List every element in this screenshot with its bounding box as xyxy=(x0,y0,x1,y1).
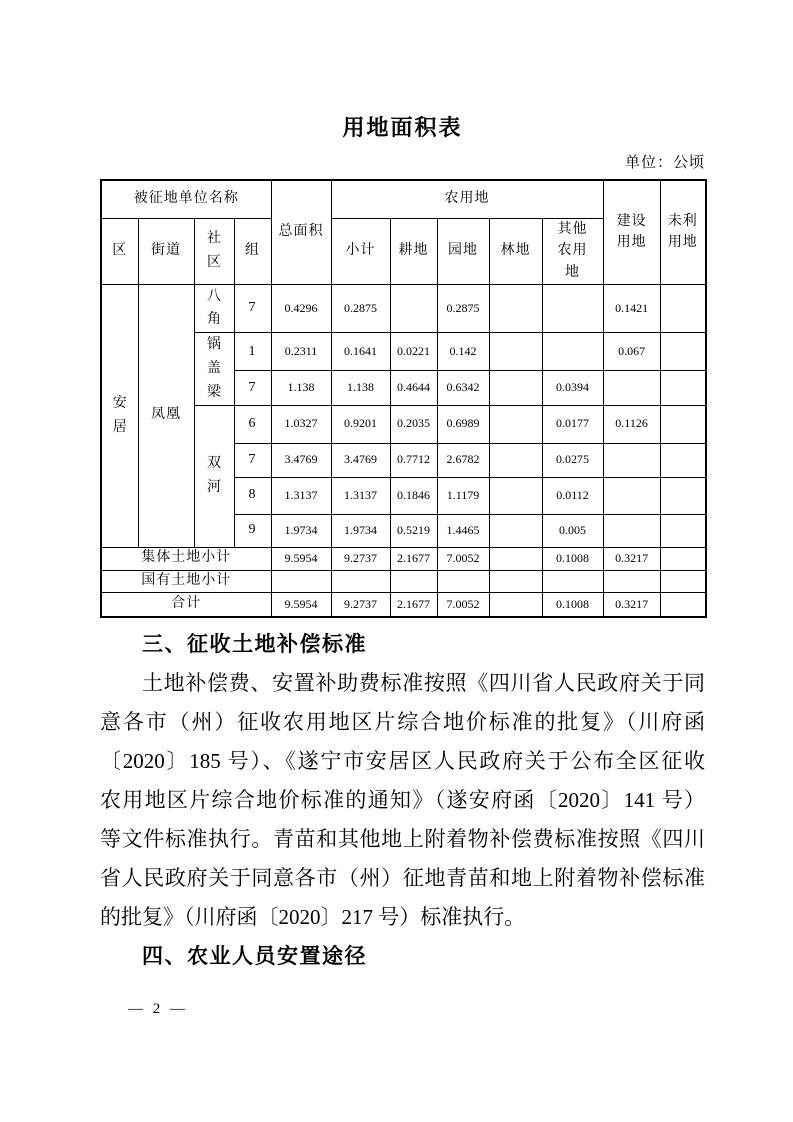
cell-forest xyxy=(489,284,542,333)
cell-unused xyxy=(660,570,706,592)
cell-subtotal xyxy=(331,570,390,592)
cell-other-farmland: 0.005 xyxy=(542,514,603,547)
cell-construction: 0.067 xyxy=(603,333,660,371)
cell-community xyxy=(194,284,234,333)
paragraph-line: 土地补偿费、安置补助费标准按照《四川省人民政府关于同 xyxy=(142,671,705,696)
community-label: 双河 xyxy=(207,456,221,496)
cell-total-area: 9.5954 xyxy=(271,547,331,570)
cell-total-area: 1.9734 xyxy=(271,514,331,547)
cell-construction: 0.1126 xyxy=(603,405,660,443)
cell-other-farmland xyxy=(542,284,603,333)
header-total-area: 总面积 xyxy=(271,180,331,284)
cell-cultivated: 0.4644 xyxy=(390,371,437,405)
cell-garden: 2.6782 xyxy=(437,443,489,477)
cell-subtotal: 0.9201 xyxy=(331,405,390,443)
cell-group: 7 xyxy=(234,443,271,477)
cell-street: 凤凰 xyxy=(138,284,194,547)
cell-garden: 0.6989 xyxy=(437,405,489,443)
body-text xyxy=(100,625,705,976)
paragraph-line: 意各市（州）征收农用地区片综合地价标准的批复》（川府函 xyxy=(100,710,705,735)
cell-forest xyxy=(489,570,542,592)
cell-cultivated: 0.7712 xyxy=(390,443,437,477)
header-group: 组 xyxy=(234,218,271,284)
cell-construction: 0.3217 xyxy=(603,592,660,617)
header-expropriated-unit-name: 被征地单位名称 xyxy=(101,180,271,218)
cell-other-farmland xyxy=(542,570,603,592)
community-label: 锅盖梁 xyxy=(207,337,221,400)
summary-row-state-owned xyxy=(101,570,706,592)
cell-other-farmland: 0.0394 xyxy=(542,371,603,405)
cell-subtotal: 0.2875 xyxy=(331,284,390,333)
cell-garden: 0.2875 xyxy=(437,284,489,333)
unit-note: 单位：公顷 xyxy=(624,155,705,171)
header-district: 区 xyxy=(101,218,138,284)
cell-subtotal: 9.2737 xyxy=(331,547,390,570)
cell-construction xyxy=(603,443,660,477)
cell-unused xyxy=(660,477,706,514)
cell-cultivated xyxy=(390,284,437,333)
cell-forest xyxy=(489,405,542,443)
cell-garden xyxy=(437,570,489,592)
header-farmland: 农用地 xyxy=(331,180,603,218)
cell-unused xyxy=(660,371,706,405)
summary-row-collective xyxy=(101,547,706,570)
header-community xyxy=(194,218,234,284)
cell-total-area: 1.0327 xyxy=(271,405,331,443)
header-garden-land: 园地 xyxy=(437,218,489,284)
community-label: 八角 xyxy=(207,288,221,328)
cell-total-area: 0.2311 xyxy=(271,333,331,371)
cell-unused xyxy=(660,547,706,570)
cell-other-farmland: 0.0112 xyxy=(542,477,603,514)
cell-garden: 1.1179 xyxy=(437,477,489,514)
land-area-table xyxy=(100,179,707,618)
cell-garden: 7.0052 xyxy=(437,592,489,617)
summary-label: 合计 xyxy=(101,592,271,617)
header-other-farmland-label: 其他农用地 xyxy=(557,221,588,280)
cell-forest xyxy=(489,514,542,547)
page-title: 用地面积表 xyxy=(342,115,463,140)
header-community-label: 社区 xyxy=(207,231,221,271)
cell-garden: 7.0052 xyxy=(437,547,489,570)
cell-construction xyxy=(603,514,660,547)
cell-forest xyxy=(489,443,542,477)
paragraph-line: 的批复》（川府函〔2020〕217 号）标准执行。 xyxy=(100,905,526,930)
summary-label: 国有土地小计 xyxy=(101,570,271,592)
district-label: 安居 xyxy=(112,395,127,435)
cell-other-farmland: 0.1008 xyxy=(542,547,603,570)
header-construction-land xyxy=(603,180,660,284)
header-unused-land xyxy=(660,180,706,284)
section-heading-3: 三、征收土地补偿标准 xyxy=(142,633,367,657)
page-number: — 2 — xyxy=(128,1001,188,1017)
paragraph-line: 〔2020〕185 号）、《遂宁市安居区人民政府关于公布全区征收 xyxy=(100,749,705,774)
cell-forest xyxy=(489,371,542,405)
cell-unused xyxy=(660,592,706,617)
cell-cultivated: 2.1677 xyxy=(390,592,437,617)
cell-community xyxy=(194,405,234,547)
header-other-farmland xyxy=(542,218,603,284)
cell-unused xyxy=(660,514,706,547)
cell-group: 9 xyxy=(234,514,271,547)
cell-total-area: 3.4769 xyxy=(271,443,331,477)
document-page xyxy=(100,0,705,976)
cell-cultivated: 0.5219 xyxy=(390,514,437,547)
cell-construction: 0.3217 xyxy=(603,547,660,570)
cell-other-farmland xyxy=(542,333,603,371)
cell-forest xyxy=(489,333,542,371)
cell-other-farmland: 0.0177 xyxy=(542,405,603,443)
cell-cultivated: 0.2035 xyxy=(390,405,437,443)
cell-construction xyxy=(603,570,660,592)
header-forest-land: 林地 xyxy=(489,218,542,284)
summary-row-grand-total xyxy=(101,592,706,617)
header-unused-land-label: 未利用地 xyxy=(667,213,698,251)
cell-unused xyxy=(660,405,706,443)
cell-construction: 0.1421 xyxy=(603,284,660,333)
cell-total-area: 0.4296 xyxy=(271,284,331,333)
cell-subtotal: 1.3137 xyxy=(331,477,390,514)
cell-group: 7 xyxy=(234,371,271,405)
cell-community xyxy=(194,333,234,405)
header-cultivated-land: 耕地 xyxy=(390,218,437,284)
cell-forest xyxy=(489,592,542,617)
cell-subtotal: 1.9734 xyxy=(331,514,390,547)
cell-total-area xyxy=(271,570,331,592)
cell-construction xyxy=(603,371,660,405)
cell-subtotal: 3.4769 xyxy=(331,443,390,477)
cell-garden: 0.142 xyxy=(437,333,489,371)
cell-district xyxy=(101,284,138,547)
cell-other-farmland: 0.0275 xyxy=(542,443,603,477)
cell-subtotal: 0.1641 xyxy=(331,333,390,371)
table-header-row-1 xyxy=(101,180,706,218)
cell-forest xyxy=(489,477,542,514)
cell-garden: 1.4465 xyxy=(437,514,489,547)
cell-total-area: 1.3137 xyxy=(271,477,331,514)
section-heading-4: 四、农业人员安置途径 xyxy=(142,945,367,969)
header-street: 街道 xyxy=(138,218,194,284)
paragraph-line: 省人民政府关于同意各市（州）征地青苗和地上附着物补偿标准 xyxy=(100,866,705,891)
cell-group: 6 xyxy=(234,405,271,443)
summary-label: 集体土地小计 xyxy=(101,547,271,570)
cell-unused xyxy=(660,443,706,477)
header-construction-land-label: 建设用地 xyxy=(616,213,647,251)
cell-cultivated: 2.1677 xyxy=(390,547,437,570)
cell-garden: 0.6342 xyxy=(437,371,489,405)
cell-cultivated xyxy=(390,570,437,592)
table-row xyxy=(101,284,706,333)
cell-group: 1 xyxy=(234,333,271,371)
cell-subtotal: 1.138 xyxy=(331,371,390,405)
paragraph-line: 农用地区片综合地价标准的通知》（遂安府函〔2020〕141 号） xyxy=(100,788,705,813)
cell-forest xyxy=(489,547,542,570)
cell-cultivated: 0.1846 xyxy=(390,477,437,514)
cell-total-area: 1.138 xyxy=(271,371,331,405)
cell-cultivated: 0.0221 xyxy=(390,333,437,371)
paragraph-line: 等文件标准执行。青苗和其他地上附着物补偿费标准按照《四川 xyxy=(100,827,705,852)
cell-group: 7 xyxy=(234,284,271,333)
cell-group: 8 xyxy=(234,477,271,514)
cell-total-area: 9.5954 xyxy=(271,592,331,617)
cell-other-farmland: 0.1008 xyxy=(542,592,603,617)
header-subtotal: 小计 xyxy=(331,218,390,284)
cell-construction xyxy=(603,477,660,514)
cell-unused xyxy=(660,284,706,333)
cell-unused xyxy=(660,333,706,371)
cell-subtotal: 9.2737 xyxy=(331,592,390,617)
